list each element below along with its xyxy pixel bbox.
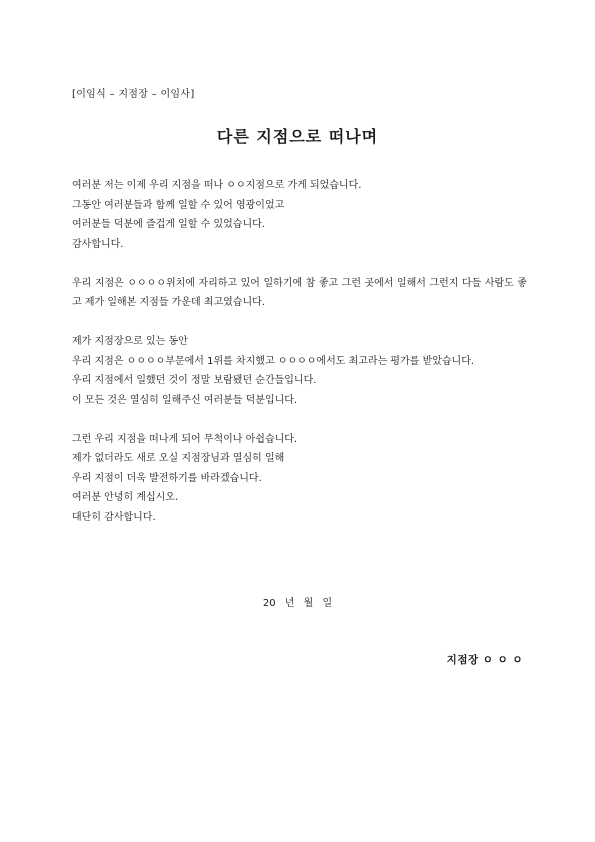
category-label: [이임식 – 지점장 – 이임사] [72, 89, 195, 100]
paragraph-branch-praise [72, 274, 527, 313]
body-line: 우리 지점에서 일했던 것이 정말 보람됐던 순간들입니다. [72, 375, 317, 386]
body-line: 대단히 감사합니다. [72, 511, 156, 523]
paragraph-farewell [72, 176, 527, 254]
body-line: 그런 우리 지점을 떠나게 되어 무척이나 아쉽습니다. [72, 433, 298, 445]
paragraph-closing [72, 430, 527, 528]
paragraph-achievements [72, 332, 527, 410]
body-line: 우리 지점이 더욱 발전하기를 바라겠습니다. [72, 472, 262, 484]
body-line: 우리 지점은 ㅇㅇㅇㅇ위치에 자리하고 있어 일하기에 참 좋고 그런 곳에서 일해서 그런지 다들 사람도 좋고 제가 일해본 지점들 가운데 최고였습니다. [72, 277, 527, 308]
date-line: 20 년 월 일 [262, 598, 333, 609]
body-line: 제가 지점장으로 있는 동안 [72, 336, 188, 347]
body-line: 여러분 저는 이제 우리 지점을 떠나 ㅇㅇ지점으로 가게 되었습니다. [72, 180, 362, 191]
letter-body [72, 176, 527, 547]
body-line: 그동안 여러분들과 함께 일할 수 있어 영광이었고 [72, 199, 285, 211]
body-line: 제가 없더라도 새로 오실 지점장님과 열심히 일해 [72, 453, 285, 464]
body-line: 여러분 안녕히 계십시오. [72, 492, 179, 503]
signature: 지점장 ㅇ ㅇ ㅇ [446, 654, 523, 666]
body-line: 우리 지점은 ㅇㅇㅇㅇ부문에서 1위를 차지했고 ㅇㅇㅇㅇ에서도 최고라는 평가를 받았습니다. [72, 355, 475, 367]
body-line: 감사합니다. [72, 238, 124, 250]
page-title: 다른 지점으로 떠나며 [216, 127, 379, 146]
body-line: 여러분들 덕분에 즐겁게 일할 수 있었습니다. [72, 219, 265, 230]
body-line: 이 모든 것은 열심히 일해주신 여러분들 덕분입니다. [72, 394, 298, 406]
